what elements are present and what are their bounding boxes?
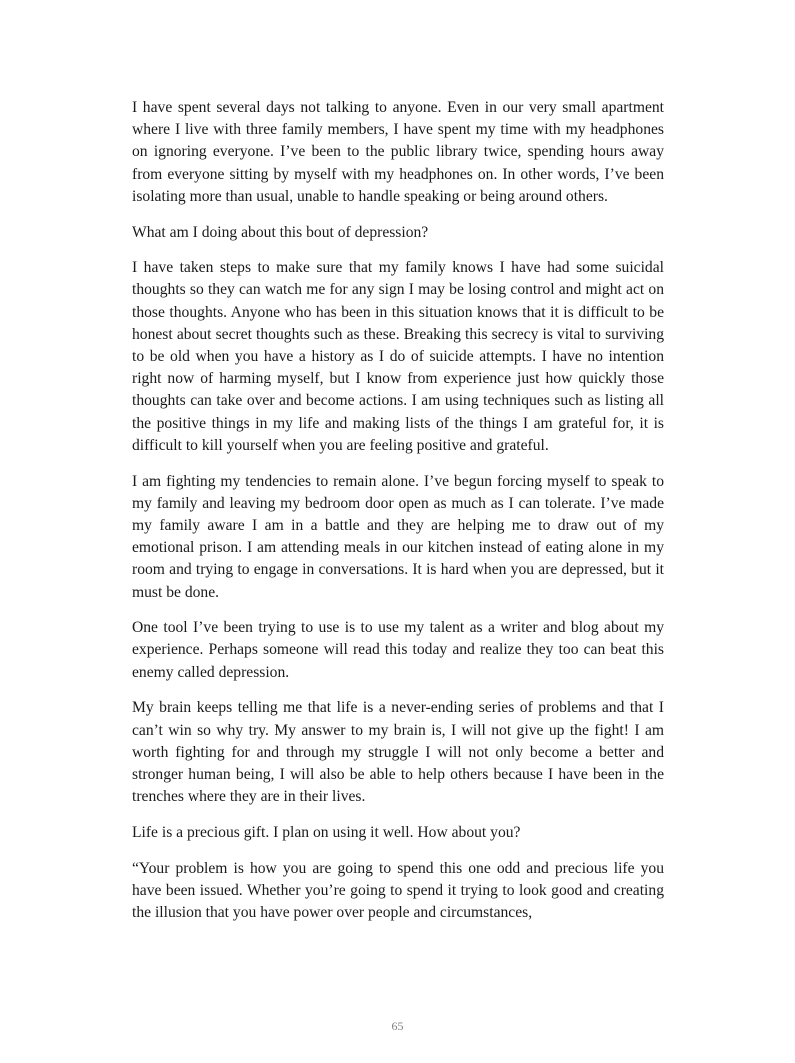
page-body: [132, 97, 664, 938]
page-number: 65: [391, 1019, 404, 1033]
paragraph-fighting-alone: I am fighting my tendencies to remain alone. I’ve begun forcing myself to speak to my family and leaving my bedroom door open as much as I can tolerate. I’ve made my family aware I am in a battle and they are helping me to draw out of my emotional prison. I am attending meals in our kitchen instead of eating alone in my room and trying to engage in conversations. It is hard when you are depressed, but it must be done.: [132, 472, 664, 601]
paragraph-family-steps: I have taken steps to make sure that my family knows I have had some suicidal thoughts so they can watch me for any sign I may be losing control and might act on those thoughts. Anyone who has been in this situation knows that it is difficult to be honest about secret thoughts such as these. Breaking this secrecy is vital to surviving to be old when you have a history as I do of suicide attempts. I have no intention right now of harming myself, but I know from experience just how quickly those thoughts can take over and become actions. I am using techniques such as listing all the positive things in my life and making lists of the things I am grateful for, it is difficult to kill yourself when you are feeling positive and grateful.: [132, 259, 664, 454]
paragraph-precious-gift: Life is a precious gift. I plan on using it well. How about you?: [132, 823, 521, 841]
paragraph-isolation: I have spent several days not talking to anyone. Even in our very small apartment where I live with three family members, I have spent my time with my headphones on ignoring everyone. I’ve been to the public library twice, spending hours away from everyone sitting by myself with my headphones on. In other words, I’ve been isolating more than usual, unable to handle speaking or being around others.: [132, 99, 664, 205]
paragraph-quote: “Your problem is how you are going to spend this one odd and precious life you have been issued. Whether you’re going to spend it trying to look good and creating the illusion that you have power over people and circumstances,: [132, 859, 664, 921]
paragraph-question: What am I doing about this bout of depression?: [132, 223, 429, 241]
paragraph-brain: My brain keeps telling me that life is a never-ending series of problems and that I can’t win so why try. My answer to my brain is, I will not give up the fight! I am worth fighting for and through my struggle I will not only become a better and stronger human being, I will also be able to help others because I have been in the trenches where they are in their lives.: [132, 699, 664, 806]
paragraph-writing-tool: One tool I’ve been trying to use is to use my talent as a writer and blog about my experience. Perhaps someone will read this today and realize they too can beat this enemy called depression.: [132, 619, 664, 681]
